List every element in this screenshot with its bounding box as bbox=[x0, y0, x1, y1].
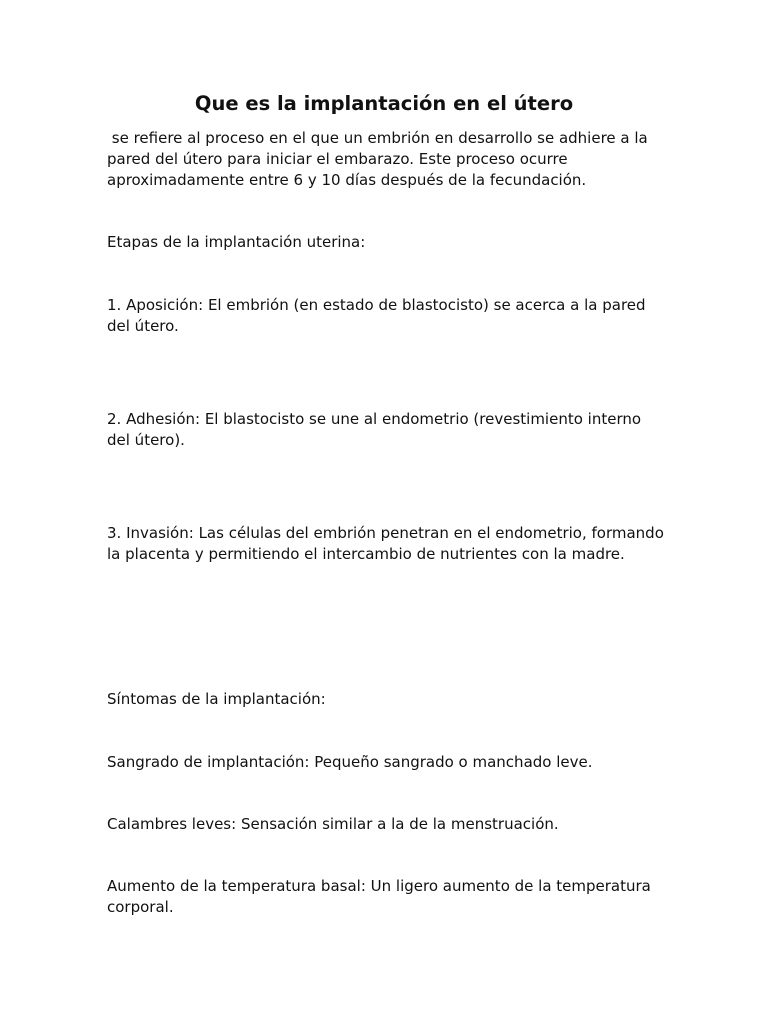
stages-heading: Etapas de la implantación uterina: bbox=[107, 233, 366, 251]
intro-paragraph: se refiere al proceso en el que un embrión en desarrollo se adhiere a la pared del útero para iniciar el embarazo. Este proceso ocurre aproximadamente entre 6 y 10 días después de la fecundación. bbox=[107, 129, 653, 189]
stage-item-aposicion: 1. Aposición: El embrión (en estado de blastocisto) se acerca a la pared del útero. bbox=[107, 296, 651, 335]
symptom-item-calambres: Calambres leves: Sensación similar a la de la menstruación. bbox=[107, 815, 559, 833]
page-title: Que es la implantación en el útero bbox=[194, 92, 574, 115]
symptoms-heading: Síntomas de la implantación: bbox=[107, 690, 326, 708]
symptom-item-sangrado: Sangrado de implantación: Pequeño sangrado o manchado leve. bbox=[107, 753, 593, 771]
stage-item-adhesion: 2. Adhesión: El blastocisto se une al endometrio (revestimiento interno del útero). bbox=[107, 410, 646, 449]
stage-item-invasion: 3. Invasión: Las células del embrión penetran en el endometrio, formando la placenta y permitiendo el intercambio de nutrientes con la madre. bbox=[107, 524, 669, 563]
symptom-item-temperatura: Aumento de la temperatura basal: Un ligero aumento de la temperatura corporal. bbox=[107, 877, 656, 916]
